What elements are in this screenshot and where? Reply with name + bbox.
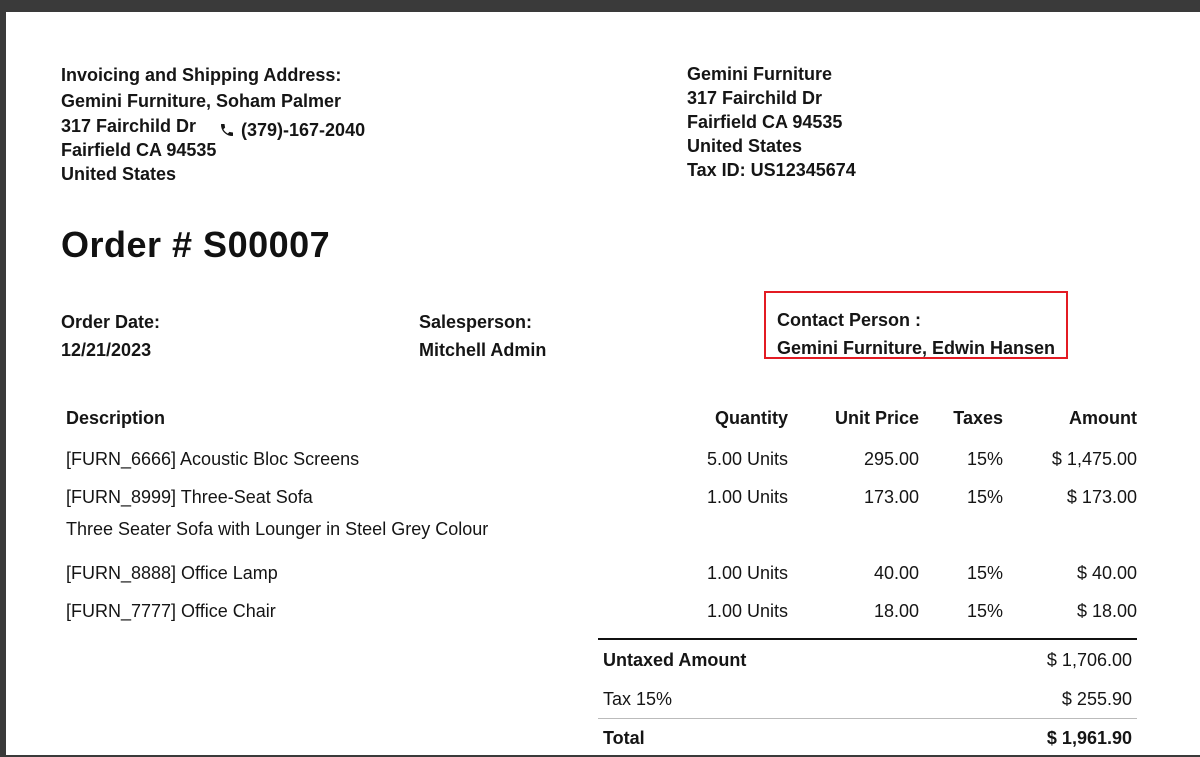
untaxed-amount-row xyxy=(598,640,1137,680)
total-row xyxy=(598,718,1137,757)
row-taxes: 15% xyxy=(966,487,1003,507)
row-description: [FURN_8999] Three-Seat Sofa xyxy=(66,487,313,507)
row-taxes: 15% xyxy=(966,449,1003,469)
table-row xyxy=(61,481,1137,519)
row-description: [FURN_6666] Acoustic Bloc Screens xyxy=(66,449,360,469)
order-date-value: 12/21/2023 xyxy=(61,340,152,360)
contact-person-block xyxy=(777,306,1055,362)
row-taxes: 15% xyxy=(966,563,1003,583)
company-street: 317 Fairchild Dr xyxy=(687,88,823,108)
table-row xyxy=(61,557,1137,595)
row-note: Three Seater Sofa with Lounger in Steel Grey Colour xyxy=(66,519,489,539)
document-page xyxy=(6,12,1200,755)
salesperson-label: Salesperson: xyxy=(419,312,533,332)
row-quantity: 1.00 Units xyxy=(706,487,788,507)
invoicing-address-city: Fairfield CA 94535 xyxy=(61,140,217,160)
header-amount: Amount xyxy=(1069,407,1137,428)
company-address-block xyxy=(687,62,856,182)
tax-value: $ 255.90 xyxy=(1061,688,1132,709)
header-taxes: Taxes xyxy=(953,407,1003,428)
invoicing-address-name: Gemini Furniture, Soham Palmer xyxy=(61,91,342,111)
header-quantity: Quantity xyxy=(714,407,788,428)
row-unit-price: 40.00 xyxy=(873,563,919,583)
order-date-label: Order Date: xyxy=(61,312,161,332)
row-taxes: 15% xyxy=(966,601,1003,621)
contact-person-value: Gemini Furniture, Edwin Hansen xyxy=(777,338,1056,358)
row-quantity: 1.00 Units xyxy=(706,563,788,583)
table-note-row xyxy=(61,519,1137,557)
contact-person-label: Contact Person : xyxy=(777,310,922,330)
untaxed-amount-value: $ 1,706.00 xyxy=(1046,649,1132,670)
order-title: Order # S00007 xyxy=(61,224,331,265)
table-row xyxy=(61,443,1137,481)
total-label: Total xyxy=(603,727,645,748)
row-amount: $ 18.00 xyxy=(1076,601,1137,621)
order-date-block xyxy=(61,308,160,364)
row-unit-price: 173.00 xyxy=(863,487,919,507)
company-country: United States xyxy=(687,136,803,156)
header-description: Description xyxy=(66,407,166,428)
row-unit-price: 295.00 xyxy=(863,449,919,469)
phone-icon xyxy=(219,122,235,138)
untaxed-amount-label: Untaxed Amount xyxy=(603,649,747,670)
invoicing-address-heading: Invoicing and Shipping Address: xyxy=(61,65,342,85)
phone-number xyxy=(219,118,365,142)
invoicing-address-block xyxy=(61,62,366,186)
table-header-row xyxy=(61,405,1137,443)
row-quantity: 1.00 Units xyxy=(706,601,788,621)
tax-row xyxy=(598,680,1137,718)
row-amount: $ 40.00 xyxy=(1076,563,1137,583)
invoicing-address-country: United States xyxy=(61,164,177,184)
company-tax-id: Tax ID: US12345674 xyxy=(687,160,856,180)
company-city: Fairfield CA 94535 xyxy=(687,112,843,132)
totals-block xyxy=(598,638,1137,757)
salesperson-value: Mitchell Admin xyxy=(419,340,547,360)
table-row xyxy=(61,595,1137,633)
row-description: [FURN_7777] Office Chair xyxy=(66,601,276,621)
order-lines-table xyxy=(61,405,1137,633)
tax-label: Tax 15% xyxy=(603,688,673,709)
salesperson-block xyxy=(419,308,546,364)
company-name: Gemini Furniture xyxy=(687,64,833,84)
phone-number-text: (379)-167-2040 xyxy=(241,120,366,140)
row-quantity: 5.00 Units xyxy=(706,449,788,469)
header-unit-price: Unit Price xyxy=(834,407,919,428)
row-amount: $ 1,475.00 xyxy=(1051,449,1137,469)
row-unit-price: 18.00 xyxy=(873,601,919,621)
invoicing-address-street: 317 Fairchild Dr xyxy=(61,116,197,136)
row-amount: $ 173.00 xyxy=(1066,487,1137,507)
row-description: [FURN_8888] Office Lamp xyxy=(66,563,278,583)
total-value: $ 1,961.90 xyxy=(1046,727,1132,748)
